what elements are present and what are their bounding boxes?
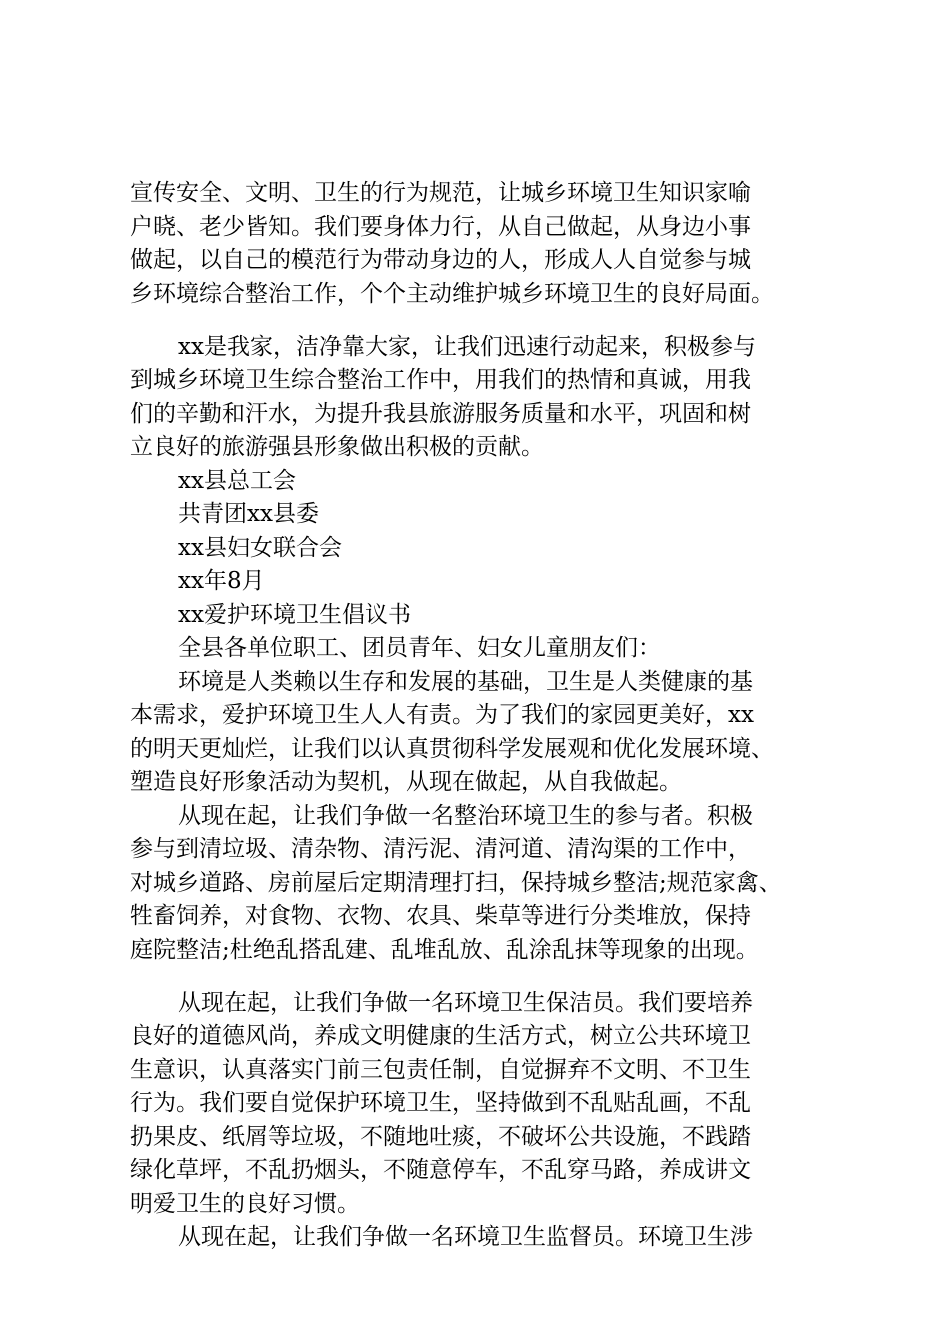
heading-line: xx爱护环境卫生倡议书 — [178, 602, 411, 628]
text-line: 们的辛勤和汗水，为提升我县旅游服务质量和水平，巩固和树 — [130, 401, 751, 427]
text-line: 从现在起，让我们争做一名环境卫生监督员。环境卫生涉 — [178, 1224, 753, 1250]
text-line: 扔果皮、纸屑等垃圾，不随地吐痰，不破坏公共设施，不践踏 — [130, 1124, 751, 1150]
text-line: 乡环境综合整治工作，个个主动维护城乡环境卫生的良好局面。 — [130, 281, 774, 307]
text-line: 牲畜饲养，对食物、衣物、农具、柴草等进行分类堆放，保持 — [130, 903, 751, 929]
text-line: 从现在起，让我们争做一名环境卫生保洁员。我们要培养 — [178, 990, 753, 1016]
text-line: 参与到清垃圾、清杂物、清污泥、清河道、清沟渠的工作中， — [130, 836, 751, 862]
text-line: 本需求，爱护环境卫生人人有责。为了我们的家园更美好，xx — [130, 702, 754, 728]
salutation-line: 全县各单位职工、团员青年、妇女儿童朋友们： — [178, 635, 661, 661]
text-line: 生意识，认真落实门前三包责任制，自觉摒弃不文明、不卫生 — [130, 1057, 751, 1083]
text-line: 庭院整洁;杜绝乱搭乱建、乱堆乱放、乱涂乱抹等现象的出现。 — [130, 937, 759, 963]
text-line: 对城乡道路、房前屋后定期清理打扫，保持城乡整洁;规范家禽、 — [130, 870, 782, 896]
text-line: 明爱卫生的良好习惯。 — [130, 1191, 360, 1217]
text-line: 行为。我们要自觉保护环境卫生，坚持做到不乱贴乱画，不乱 — [130, 1090, 751, 1116]
date-line: xx年8月 — [178, 568, 265, 594]
text-line: xx是我家，洁净靠大家，让我们迅速行动起来，积极参与 — [178, 334, 756, 360]
text-line: 宣传安全、文明、卫生的行为规范，让城乡环境卫生知识家喻 — [130, 180, 751, 206]
text-line: 的明天更灿烂，让我们以认真贯彻科学发展观和优化发展环境、 — [130, 736, 774, 762]
text-line: 到城乡环境卫生综合整治工作中，用我们的热情和真诚，用我 — [130, 367, 751, 393]
text-line: 从现在起，让我们争做一名整治环境卫生的参与者。积极 — [178, 803, 753, 829]
signature-line: xx县总工会 — [178, 468, 296, 494]
text-line: 良好的道德风尚，养成文明健康的生活方式，树立公共环境卫 — [130, 1023, 751, 1049]
text-line: 绿化草坪，不乱扔烟头，不随意停车，不乱穿马路，养成讲文 — [130, 1157, 751, 1183]
text-line: 立良好的旅游强县形象做出积极的贡献。 — [130, 434, 544, 460]
signature-line: 共青团xx县委 — [178, 501, 319, 527]
text-line: 环境是人类赖以生存和发展的基础，卫生是人类健康的基 — [178, 669, 753, 695]
text-line: 塑造良好形象活动为契机，从现在做起，从自我做起。 — [130, 769, 682, 795]
signature-line: xx县妇女联合会 — [178, 535, 342, 561]
text-line: 做起，以自己的模范行为带动身边的人，形成人人自觉参与城 — [130, 247, 751, 273]
text-line: 户晓、老少皆知。我们要身体力行，从自己做起，从身边小事 — [130, 214, 751, 240]
